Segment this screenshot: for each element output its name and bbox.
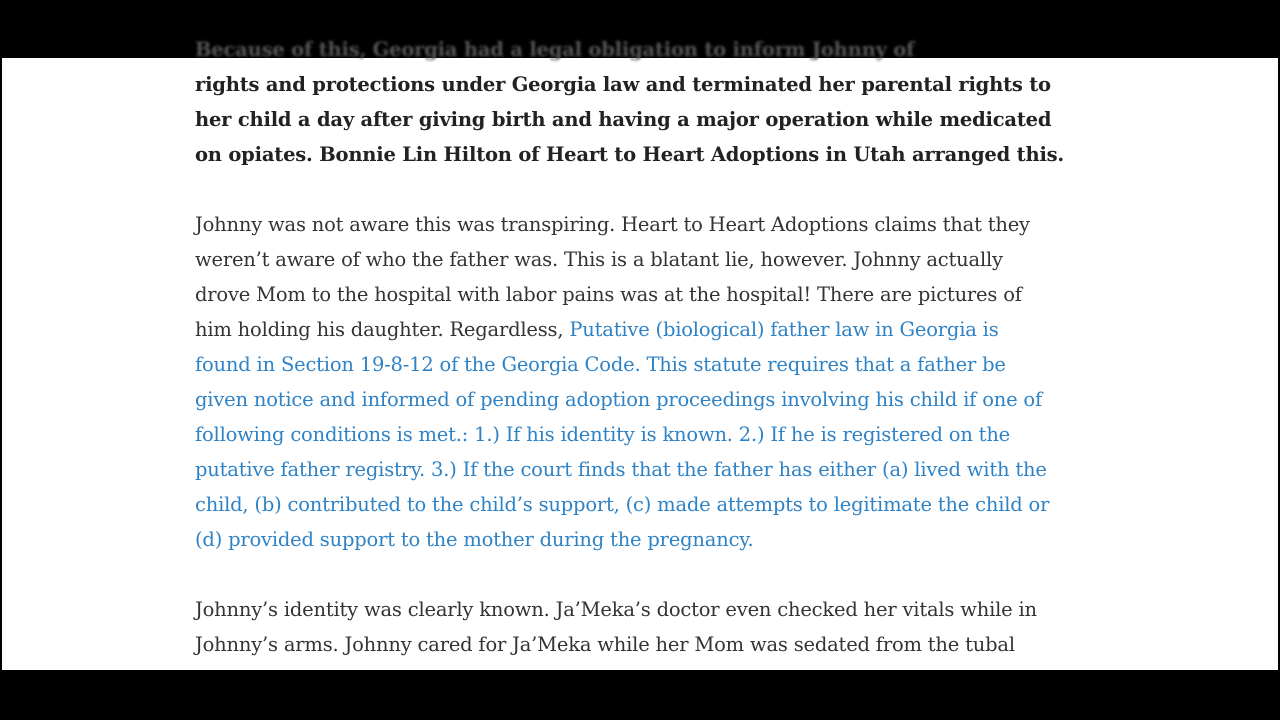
paragraph-line: her child a day after giving birth and having a major operation while medicated [195,108,1052,131]
paragraph-line: drove Mom to the hospital with labor pains was at the hospital! There are pictures of [195,283,1022,306]
paragraph-line: on opiates. Bonnie Lin Hilton of Heart to Heart Adoptions in Utah arranged this. [195,143,1065,166]
paragraph-line [195,312,1065,347]
plain-text: him holding his daughter. Regardless, [195,318,570,341]
georgia-code-link-line[interactable]: found in Section 19-8-12 of the Georgia Code. This statute requires that a father be [195,353,1006,376]
paragraph-line: Johnny’s identity was clearly known. Ja’Meka’s doctor even checked her vitals while in [195,598,1037,621]
georgia-code-link-line[interactable]: putative father registry. 3.) If the court finds that the father has either (a) lived with the [195,458,1047,481]
paragraph-line: Because of this, Georgia had a legal obligation to inform Johnny of [195,38,915,61]
article-page [2,38,1278,670]
paragraph-father-law [195,207,1065,557]
paragraph-bold-summary [195,32,1065,172]
paragraph-line: Johnny was not aware this was transpiring. Heart to Heart Adoptions claims that they [195,213,1030,236]
article-body [195,32,1065,697]
georgia-code-link-line[interactable]: given notice and informed of pending adoption proceedings involving his child if one of [195,388,1042,411]
georgia-code-link-line[interactable]: (d) provided support to the mother during the pregnancy. [195,528,754,551]
georgia-code-link-line[interactable]: following conditions is met.: 1.) If his identity is known. 2.) If he is registered on the [195,423,1011,446]
paragraph-identity-known [195,592,1065,662]
paragraph-line: weren’t aware of who the father was. This is a blatant lie, however. Johnny actually [195,248,1003,271]
georgia-code-link-line[interactable]: child, (b) contributed to the child’s support, (c) made attempts to legitimate the child or [195,493,1050,516]
paragraph-line: rights and protections under Georgia law and terminated her parental rights to [195,73,1051,96]
georgia-code-link[interactable]: Putative (biological) father law in Georgia is [569,318,999,341]
paragraph-line: Johnny’s arms. Johnny cared for Ja’Meka while her Mom was sedated from the tubal [195,633,1015,656]
